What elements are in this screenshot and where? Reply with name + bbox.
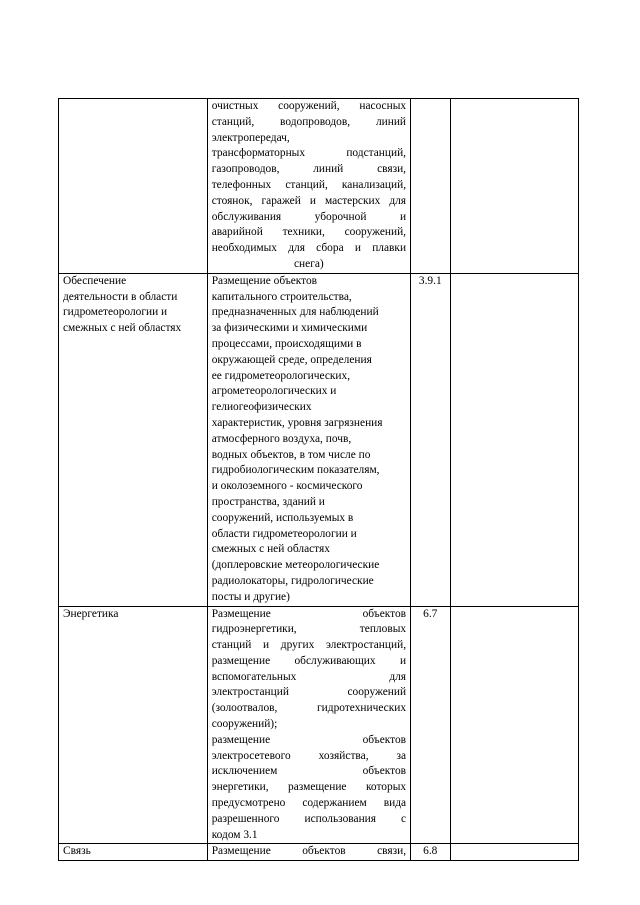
use-description-line: очистных сооружений, насосных — [211, 100, 407, 112]
use-description-line: сооружений, используемых в — [211, 511, 354, 524]
use-code-cell: 6.7 — [411, 606, 450, 844]
use-description-line: необходимых для сбора и плавки — [211, 242, 407, 255]
use-description-line: Размещение объектов — [211, 607, 407, 620]
use-description-line: размещение объектов — [211, 733, 407, 746]
use-description-line: предназначенных для наблюдений — [211, 306, 379, 319]
use-description-line: станций и других электростанций, — [211, 639, 407, 652]
use-description-line: посты и другие) — [211, 590, 290, 603]
use-description-line: пространства, зданий и — [211, 495, 325, 508]
use-description-line: разрешенного использования с — [211, 812, 407, 825]
use-description-line: (доплеровские метеорологические — [211, 559, 380, 572]
extra-cell — [450, 99, 579, 274]
use-description-line: капитального строительства, — [211, 290, 352, 303]
use-type-name-cell — [59, 99, 208, 274]
use-description-line: электростанций сооружений — [211, 686, 407, 699]
use-description-line: за физическими и химическими — [211, 322, 368, 335]
use-type-name-line: Связь — [63, 845, 91, 858]
use-description-cell — [207, 844, 410, 861]
use-description-line: электросетевого хозяйства, за — [211, 749, 407, 762]
use-description-line: области гидрометеорологии и — [211, 527, 357, 540]
use-description-line: сооружений); — [211, 718, 278, 731]
use-description-line: характеристик, уровня загрязнения — [211, 416, 383, 429]
use-description-line: ее гидрометеорологических, — [211, 369, 351, 382]
land-use-table — [58, 98, 579, 861]
use-description-line: стоянок, гаражей и мастерских для — [211, 194, 407, 207]
use-description-line: процессами, происходящими в — [211, 337, 362, 350]
use-description-line: водных объектов, в том числе по — [211, 448, 371, 461]
use-description-line: радиолокаторы, гидрологические — [211, 574, 374, 587]
use-code-cell: 6.8 — [411, 844, 450, 861]
use-description-line: гидроэнергетики, тепловых — [211, 623, 407, 636]
use-description-line: агрометеорологических и — [211, 385, 337, 398]
use-description-line: предусмотрено содержанием вида — [211, 797, 407, 810]
extra-cell — [450, 606, 579, 844]
use-description-line: аварийной техники, сооружений, — [211, 226, 407, 239]
table-row — [59, 606, 579, 844]
use-description-cell — [207, 273, 410, 606]
use-type-name-cell — [59, 273, 208, 606]
use-description-line: гелиогеофизических — [211, 401, 312, 414]
use-description-line: энергетики, размещение которых — [211, 781, 407, 794]
use-description-line: кодом 3.1 — [211, 828, 258, 841]
use-type-name-line: гидрометеорологии и — [63, 306, 168, 319]
use-description-line: Размещение объектов — [211, 274, 318, 287]
use-type-name-cell — [59, 844, 208, 861]
use-description-line: гидробиологическим показателям, — [211, 464, 380, 477]
use-type-name-line: Энергетика — [63, 607, 119, 620]
use-description-line: электропередач, — [211, 131, 290, 144]
use-description-line: смежных с ней областях — [211, 543, 330, 556]
use-description-line: исключением объектов — [211, 765, 407, 778]
use-description-line: станций, водопроводов, линий — [211, 115, 407, 128]
use-description-line: (золоотвалов, гидротехнических — [211, 702, 407, 715]
use-description-line: атмосферного воздуха, почв, — [211, 432, 352, 445]
use-description-line: газопроводов, линий связи, — [211, 163, 407, 176]
table-row — [59, 99, 579, 274]
use-type-name-line: смежных с ней областях — [63, 322, 182, 335]
table-row — [59, 844, 579, 861]
use-description-line: размещение обслуживающих и — [211, 654, 407, 667]
use-description-line: телефонных станций, канализаций, — [211, 178, 407, 191]
extra-cell — [450, 844, 579, 861]
use-description-line: Размещение объектов связи, — [211, 845, 407, 858]
use-description-line: вспомогательных для — [211, 670, 407, 683]
use-description-line: и околоземного - космического — [211, 480, 363, 493]
use-type-name-cell — [59, 606, 208, 844]
use-description-cell — [207, 99, 410, 274]
use-description-line: обслуживания уборочной и — [211, 210, 407, 223]
table-body — [59, 99, 579, 861]
use-description-line: снега) — [294, 257, 324, 270]
table-row — [59, 273, 579, 606]
use-description-line: трансформаторных подстанций, — [211, 147, 407, 160]
use-description-line: окружающей среде, определения — [211, 353, 372, 366]
use-code-cell — [411, 99, 450, 274]
extra-cell — [450, 273, 579, 606]
use-type-name-line: Обеспечение — [63, 274, 127, 287]
use-type-name-line: деятельности в области — [63, 290, 178, 303]
use-description-cell — [207, 606, 410, 844]
use-code-cell: 3.9.1 — [411, 273, 450, 606]
